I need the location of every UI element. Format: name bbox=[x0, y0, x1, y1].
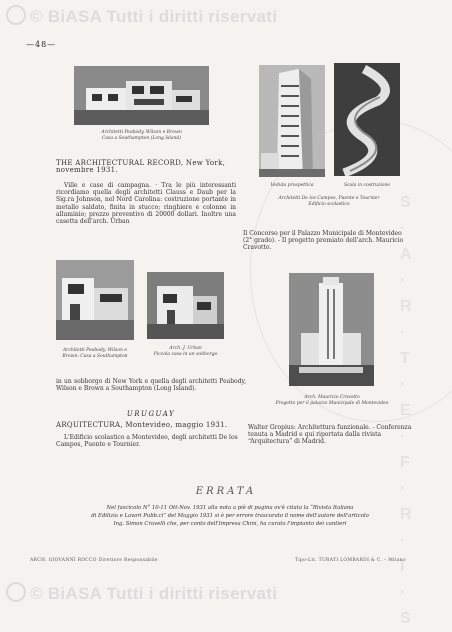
caption-tower-municipal: Arch. Mauricio Cravotto Progetto per il palazzo Municipale di Montevideo bbox=[275, 395, 389, 406]
photo-tower-perspective bbox=[259, 65, 325, 177]
caption-pair: Architetti De los Campos, Puente e Tournier Edificio scolastico bbox=[278, 196, 380, 207]
photo-staircase bbox=[334, 63, 400, 176]
footer-right: Tipo-Lit. TURATI LOMBARDI & C. – Milano bbox=[295, 558, 406, 563]
article-body-ville: Ville e case di campagna. · Tra le più interessanti ricordiamo quella degli architetti Clauss e Daub per la Sig.ra Johnson, nel Nord Carolina: costruzione portante in metallo saldato, finita in stucco; ringhiere e colonne in alluminio; prezzo preventivo di 20000 dollari. Inoltre una casetta dell'arch. Urban bbox=[56, 182, 236, 226]
article-concorso: Il Concorso per il Palazzo Municipale di Montevideo (2° grado). - Il progetto premiato dell'arch. Mauricio Cravotto. bbox=[243, 230, 404, 252]
caption-house-top: Architetti Peabody, Wilson e Brown Casa a Southampton (Long Island) bbox=[101, 130, 182, 141]
uruguay-body: L'Edificio scolastico a Montevideo, degli architetti De los Campos, Puente e Tournier. bbox=[56, 434, 238, 449]
photo-house-top bbox=[74, 66, 209, 125]
photo-house-middle bbox=[56, 260, 134, 340]
biasa-logo-icon bbox=[6, 582, 26, 602]
article-continuation: in un sobborgo di New York e quella degli architetti Peabody, Wilson e Brown a Southampton (Long Island). bbox=[56, 378, 246, 393]
caption-tower-perspective: Veduta prospettica bbox=[270, 183, 314, 188]
page-number: —48— bbox=[26, 40, 57, 49]
footer-left: ARCH. GIOVANNI ROCCO Direttore Responsabile bbox=[30, 558, 158, 563]
caption-house-small: Arch. J. Urban Piccola casa in un sobborgo bbox=[153, 346, 218, 357]
article-walter-gropius: Walter Gropius: Architettura funzionale. - Conferenza tenuta a Madrid e qui riportata dalla rivista “Arquitectura” di Madrid. bbox=[248, 424, 412, 446]
watermark-top: © BiASA Tutti i diritti riservati bbox=[6, 5, 277, 27]
biasa-logo-icon bbox=[6, 5, 26, 25]
errata-text: Nel fascicolo N° 10-11 Ott-Nov. 1931 alla nota a piè di pagina ov'è citata la “Rivista Italiana di Edilizia e Lavori Pubb.ci” del Maggio 1931 si è per errore trascurato il nome dell'autore dell'articolo Ing. Simon Cravelli che, per conto dell'Impresa Chini, ha curato l'impianto dei cantieri bbox=[91, 505, 369, 527]
seal-text: S · A · R · T · E · F · R · I · S bbox=[400, 194, 412, 627]
heading-uruguay: URUGUAY bbox=[126, 410, 176, 418]
caption-house-middle: Architetti Peabody, Wilson e Brown: Casa a Southampton bbox=[62, 348, 128, 359]
caption-staircase: Scala in costruzione bbox=[343, 183, 391, 188]
article-heading-architectural-record: THE ARCHITECTURAL RECORD, New York, novembre 1931. bbox=[56, 159, 226, 175]
uruguay-subheading: ARQUITECTURA, Montevideo, maggio 1931. bbox=[56, 421, 228, 429]
errata-title: ERRATA bbox=[195, 486, 257, 497]
photo-house-small bbox=[147, 272, 224, 339]
watermark-bottom: © BiASA Tutti i diritti riservati bbox=[6, 582, 277, 604]
photo-tower-municipal bbox=[289, 273, 374, 386]
